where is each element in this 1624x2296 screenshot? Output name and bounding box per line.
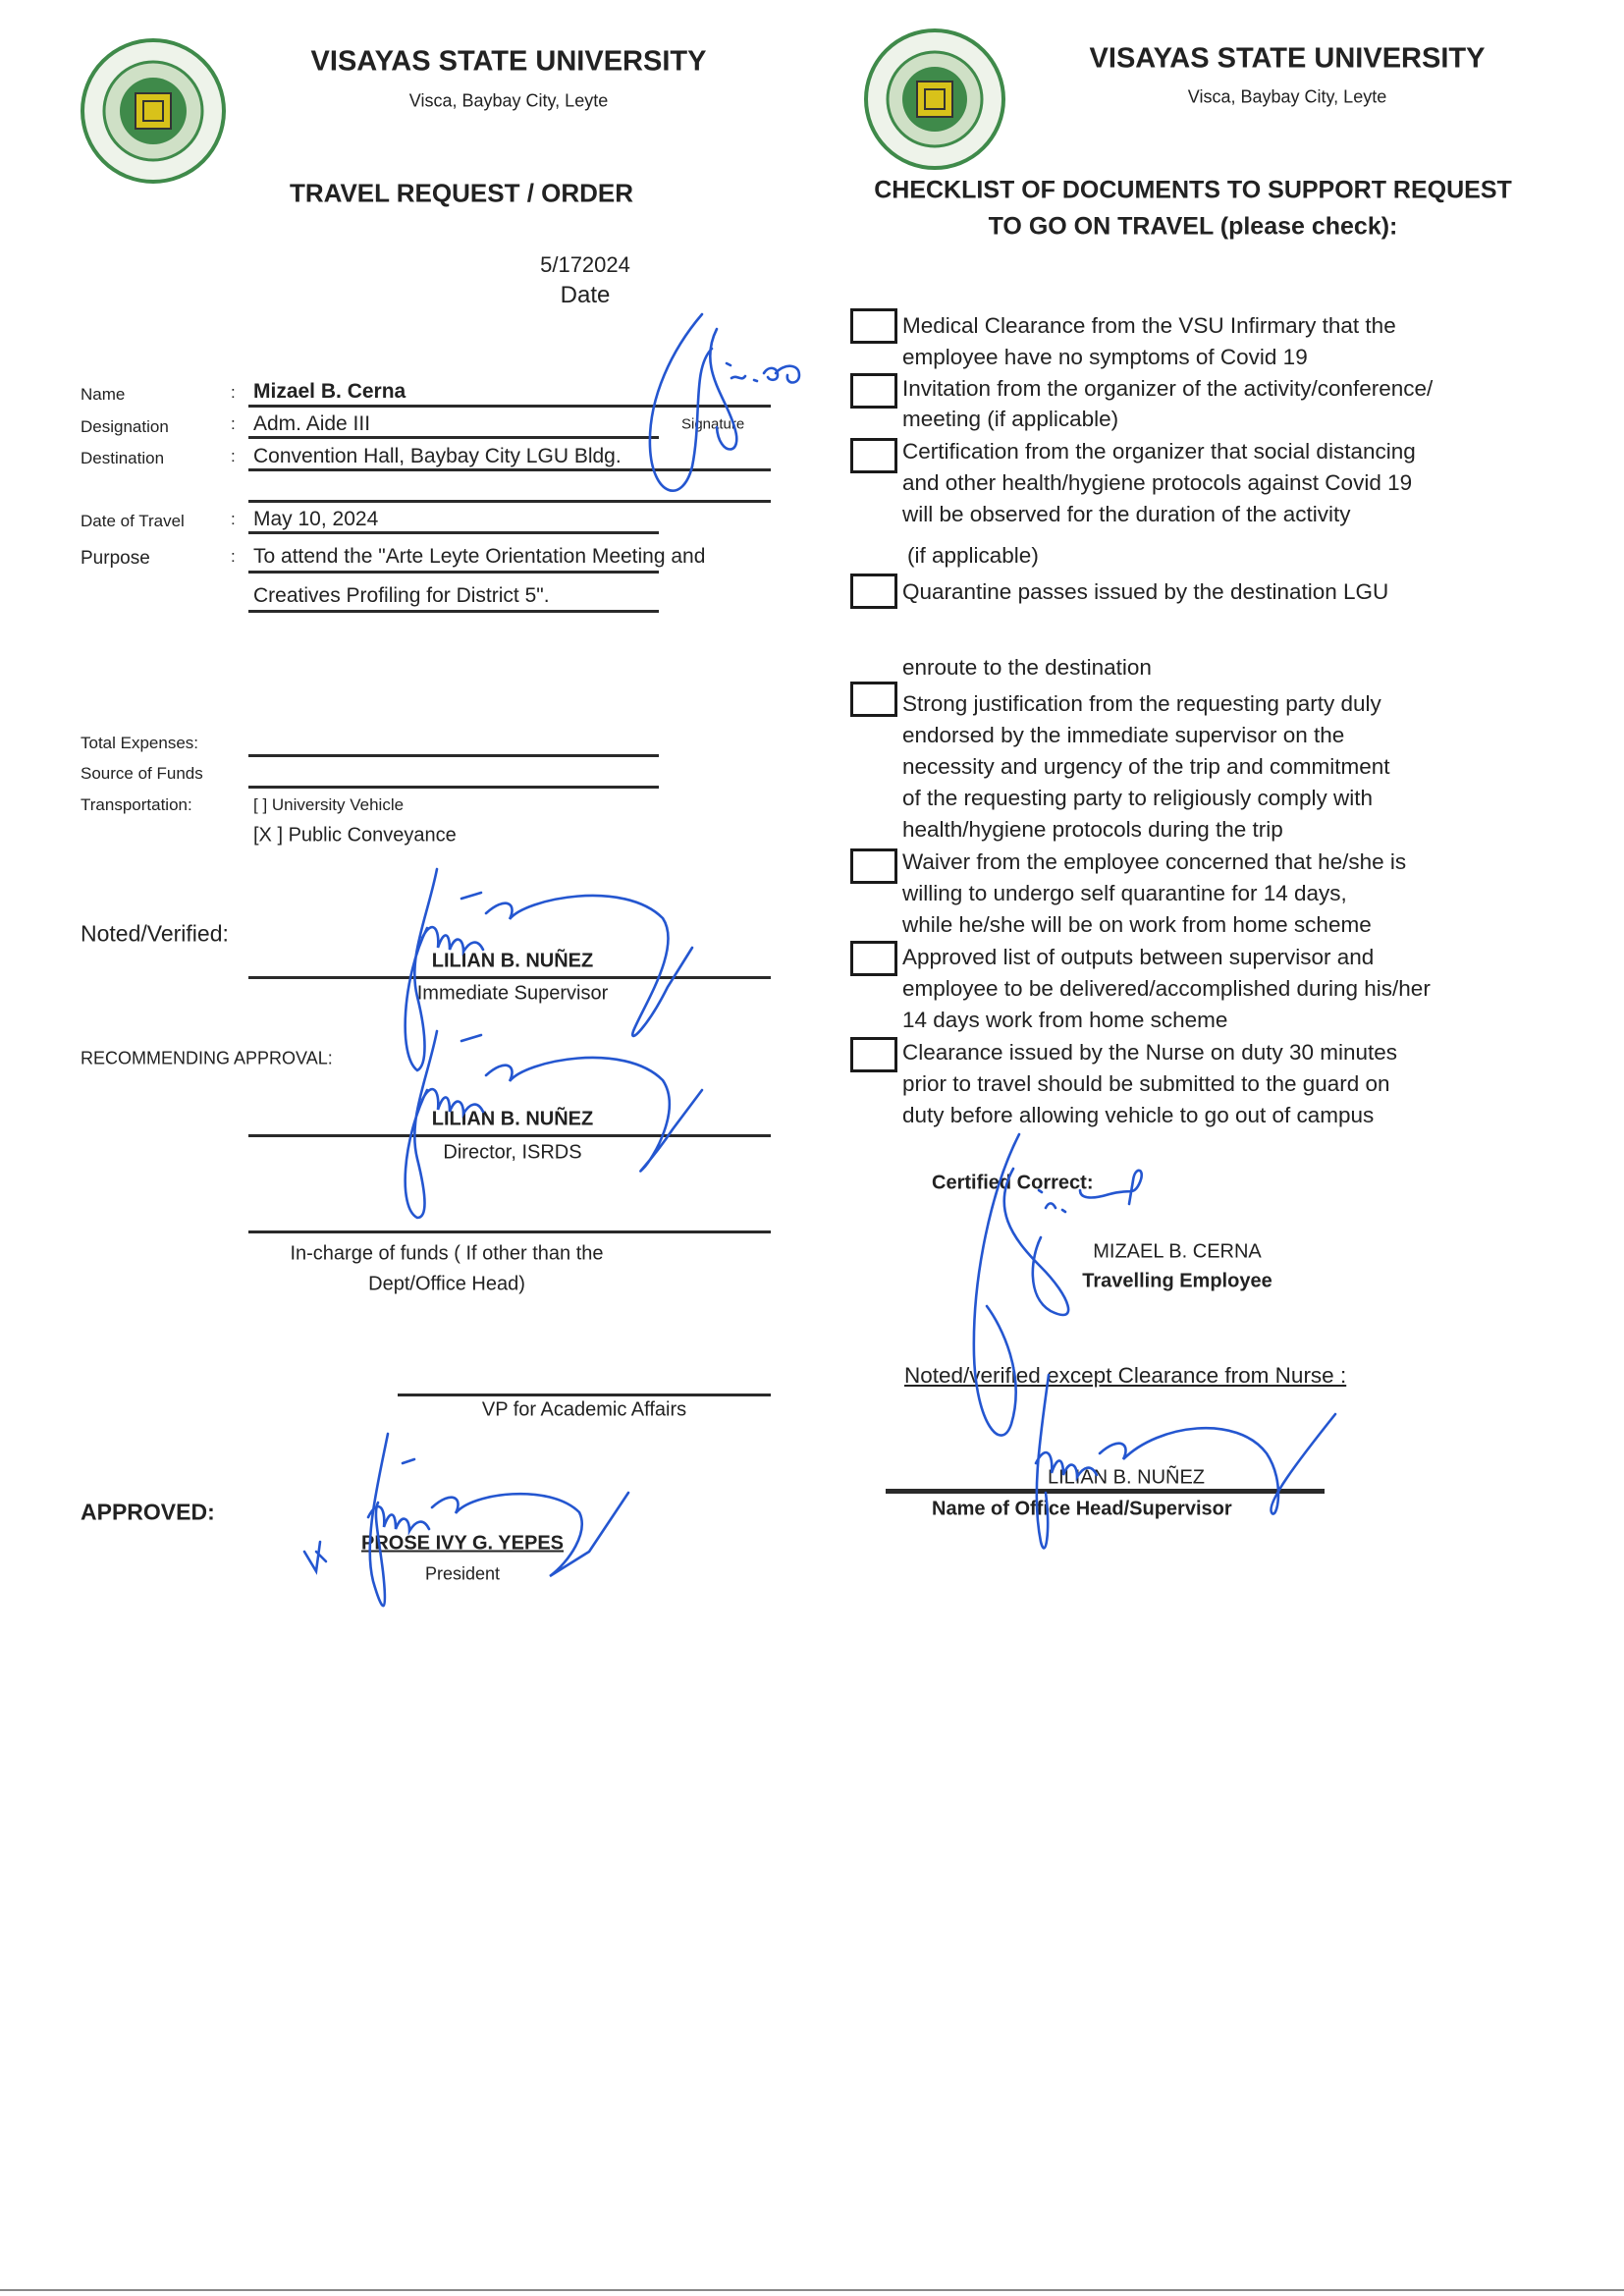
source-of-funds-label: Source of Funds	[81, 764, 203, 783]
checklist-item-text: endorsed by the immediate supervisor on the	[902, 723, 1345, 747]
approved-label: APPROVED:	[81, 1499, 215, 1525]
checklist-item-text: Invitation from the organizer of the activity/conference/	[902, 376, 1434, 401]
checklist-item-text: employee have no symptoms of Covid 19	[902, 345, 1308, 369]
recommending-approval-label: RECOMMENDING APPROVAL:	[81, 1048, 333, 1068]
university-address: Visca, Baybay City, Leyte	[408, 90, 609, 111]
checklist-item-text: meeting (if applicable)	[902, 407, 1119, 431]
funds-title: In-charge of funds ( If other than the	[290, 1242, 604, 1265]
purpose-field-line2[interactable]: Creatives Profiling for District 5".	[253, 584, 550, 607]
noted-except-label: Noted/verified except Clearance from Nurse :	[904, 1363, 1347, 1388]
checklist-checkbox-waiver[interactable]	[850, 848, 897, 884]
purpose-underline	[248, 571, 659, 574]
page-bottom-edge	[0, 2289, 1624, 2291]
head-title: Name of Office Head/Supervisor	[932, 1498, 1232, 1520]
signature-recommending	[388, 1021, 761, 1218]
checklist-item-text: Medical Clearance from the VSU Infirmary that the	[902, 313, 1396, 338]
signature-president	[295, 1424, 687, 1620]
checklist-checkbox-medical-clearance[interactable]	[850, 308, 897, 344]
designation-field[interactable]: Adm. Aide III	[253, 412, 371, 435]
checklist-item-text: necessity and urgency of the trip and commitment	[902, 754, 1390, 779]
checklist-item-text: duty before allowing vehicle to go out of campus	[902, 1103, 1375, 1127]
university-address-right: Visca, Baybay City, Leyte	[1187, 86, 1387, 107]
checklist-title-line2: TO GO ON TRAVEL (please check):	[988, 212, 1398, 241]
colon: :	[231, 510, 236, 528]
checklist-item-text: 14 days work from home scheme	[902, 1008, 1228, 1032]
checklist-item-text: Waiver from the employee concerned that he/she is	[902, 849, 1407, 874]
university-name: VISAYAS STATE UNIVERSITY	[310, 45, 707, 78]
transport-option-university-vehicle[interactable]: [ ] University Vehicle	[253, 795, 405, 814]
checklist-item-text: enroute to the destination	[902, 655, 1152, 680]
checklist-item-text: of the requesting party to religiously comply with	[902, 786, 1373, 810]
checklist-item-text: will be observed for the duration of the activity	[902, 502, 1351, 526]
employee-name: MIZAEL B. CERNA	[1093, 1240, 1262, 1263]
vp-title: VP for Academic Affairs	[481, 1398, 687, 1421]
transportation-label: Transportation:	[81, 795, 192, 814]
checklist-item-text: while he/she will be on work from home scheme	[902, 912, 1372, 937]
employee-title: Travelling Employee	[1082, 1270, 1272, 1292]
checklist-item-text: prior to travel should be submitted to the guard on	[902, 1071, 1390, 1096]
name-field[interactable]: Mizael B. Cerna	[253, 380, 406, 403]
checklist-item-text: (if applicable)	[907, 543, 1039, 568]
checklist-item-text: Quarantine passes issued by the destination LGU	[902, 579, 1389, 604]
total-expenses-label: Total Expenses:	[81, 734, 199, 752]
noted-name: LILIAN B. NUÑEZ	[431, 950, 594, 972]
checklist-checkbox-strong-justification[interactable]	[850, 682, 897, 717]
approved-name: PROSE IVY G. YEPES	[360, 1532, 565, 1555]
designation-underline	[248, 436, 659, 439]
purpose-field-line1[interactable]: To attend the "Arte Leyte Orientation Meeting and	[253, 545, 706, 568]
checklist-item-text: and other health/hygiene protocols against Covid 19	[902, 470, 1413, 495]
date-of-travel-underline	[248, 531, 659, 534]
checklist-title: CHECKLIST OF DOCUMENTS TO SUPPORT REQUEST	[874, 176, 1512, 204]
checklist-checkbox-nurse-clearance[interactable]	[850, 1037, 897, 1072]
signature-label: Signature	[681, 415, 745, 433]
designation-label: Designation	[81, 417, 169, 436]
colon: :	[231, 414, 236, 433]
source-of-funds-field[interactable]	[248, 786, 659, 789]
university-name-right: VISAYAS STATE UNIVERSITY	[1089, 42, 1486, 75]
colon: :	[231, 447, 236, 465]
date-label: Date	[560, 282, 611, 308]
noted-verified-label: Noted/Verified:	[81, 920, 229, 947]
checklist-item-text: Strong justification from the requesting party duly	[902, 691, 1381, 716]
date-value: 5/172024	[540, 252, 630, 277]
transport-option-public-conveyance[interactable]: [X ] Public Conveyance	[253, 824, 457, 847]
purpose-underline-2	[248, 610, 659, 613]
date-of-travel-label: Date of Travel	[81, 512, 185, 530]
date-of-travel-field[interactable]: May 10, 2024	[253, 508, 379, 530]
destination-label: Destination	[81, 449, 165, 467]
approved-title: President	[424, 1563, 501, 1584]
checklist-checkbox-certification[interactable]	[850, 438, 897, 473]
university-seal-logo-left	[79, 37, 228, 185]
certified-correct-label: Certified Correct:	[932, 1172, 1094, 1194]
head-name: LILIAN B. NUÑEZ	[1047, 1466, 1206, 1489]
checklist-checkbox-invitation[interactable]	[850, 373, 897, 409]
checklist-checkbox-quarantine-passes[interactable]	[850, 574, 897, 609]
name-label: Name	[81, 385, 126, 404]
checklist-item-text: willing to undergo self quarantine for 14 days,	[902, 881, 1347, 905]
checklist-item-text: Approved list of outputs between supervisor and	[902, 945, 1375, 969]
vp-signature-line	[398, 1394, 771, 1396]
signature-employee-top	[638, 309, 815, 506]
funds-signature-line	[248, 1230, 771, 1233]
recommending-title: Director, ISRDS	[443, 1141, 582, 1164]
checklist-item-text: employee to be delivered/accomplished during his/her	[902, 976, 1431, 1001]
total-expenses-field[interactable]	[248, 754, 659, 757]
funds-title-line2: Dept/Office Head)	[368, 1273, 525, 1295]
noted-title: Immediate Supervisor	[416, 982, 609, 1005]
signature-office-head	[1021, 1355, 1414, 1561]
university-seal-logo-right	[861, 27, 1008, 171]
checklist-item-text: Certification from the organizer that social distancing	[902, 439, 1416, 464]
colon: :	[231, 383, 236, 402]
destination-field[interactable]: Convention Hall, Baybay City LGU Bldg.	[253, 445, 622, 467]
checklist-item-text: Clearance issued by the Nurse on duty 30 minutes	[902, 1040, 1398, 1065]
form-title: TRAVEL REQUEST / ORDER	[289, 178, 634, 208]
checklist-item-text: health/hygiene protocols during the trip	[902, 817, 1283, 842]
colon: :	[231, 547, 236, 566]
purpose-label: Purpose	[81, 548, 150, 569]
checklist-checkbox-approved-outputs[interactable]	[850, 941, 897, 976]
recommending-name: LILIAN B. NUÑEZ	[431, 1108, 594, 1130]
